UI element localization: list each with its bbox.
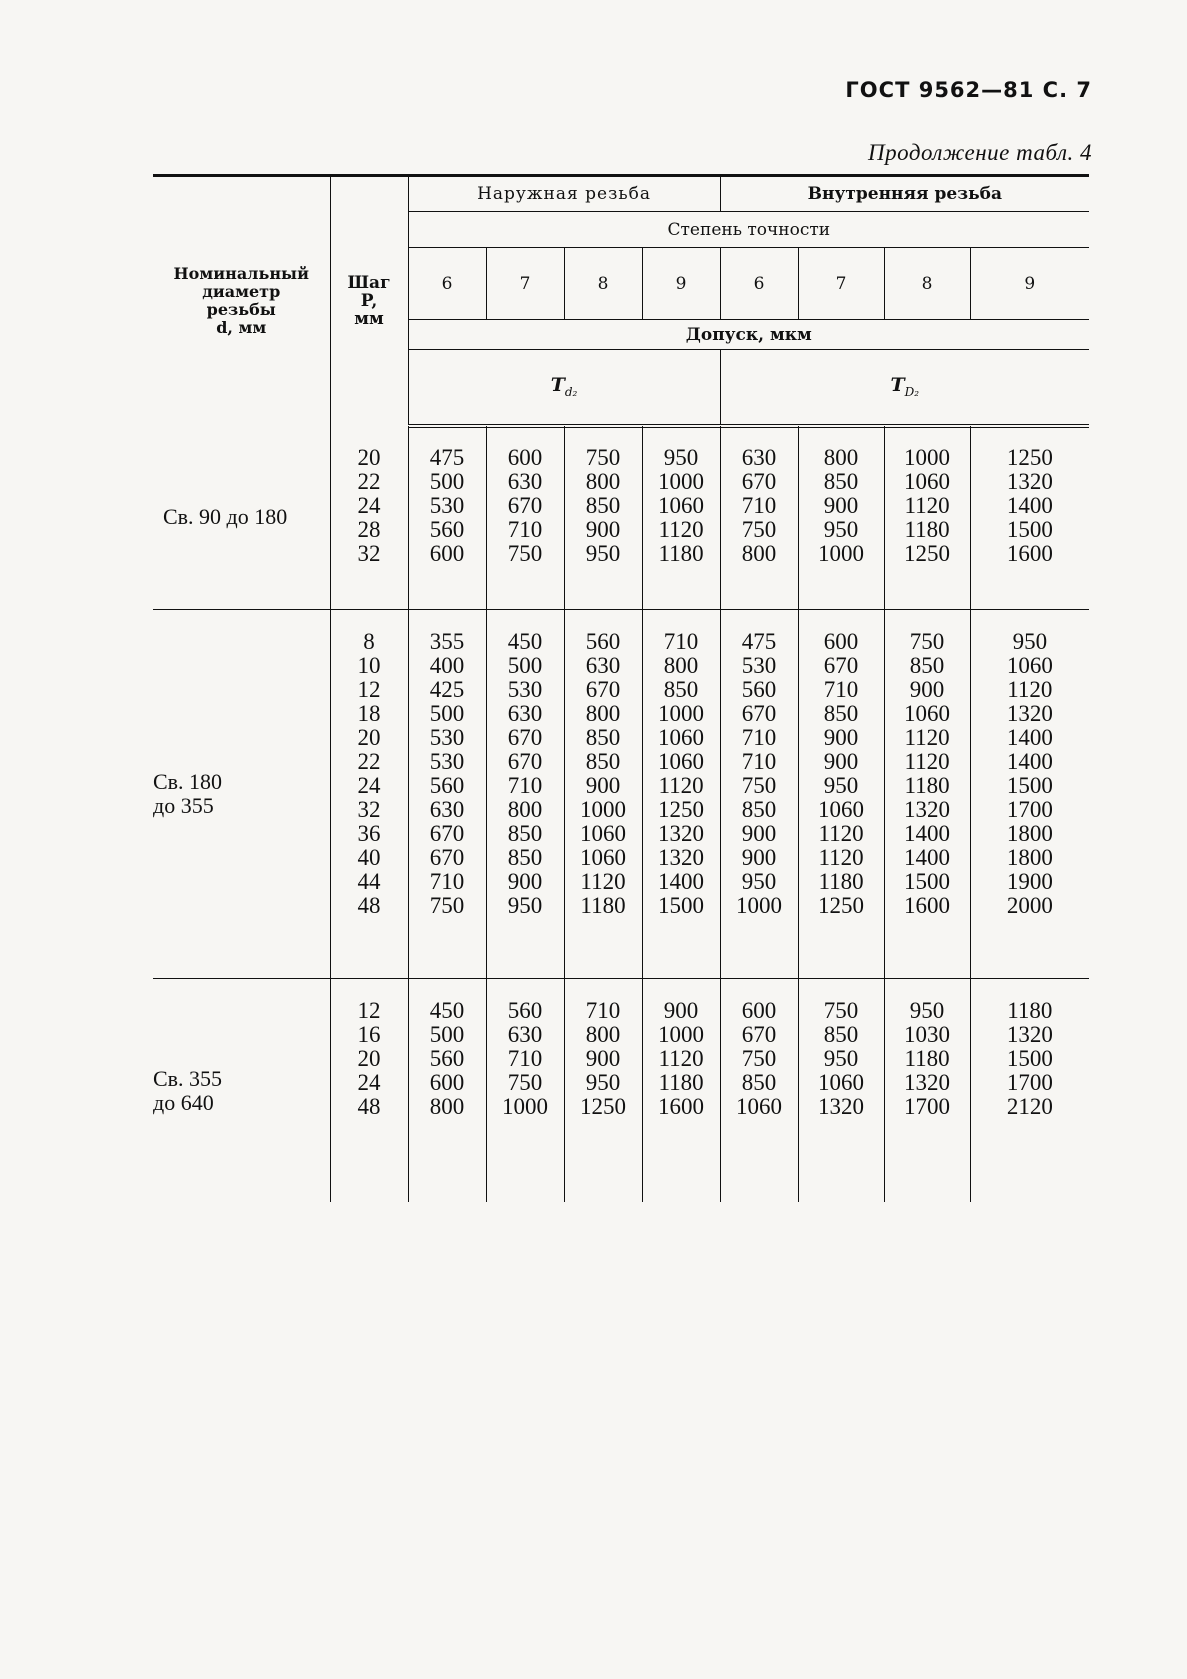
grade-ext-6: 6: [408, 248, 486, 320]
header-pitch: Шаг P, мм: [330, 176, 408, 426]
pitches-3: 12 16 20 24 48: [330, 979, 408, 1202]
cell-column: 710 800 850 1000 1060 1060 1120 1250 1320 1320 1400 1500: [642, 610, 720, 979]
cell-column: 600 630 670 710 750: [486, 426, 564, 610]
cell-column: 1180 1320 1500 1700 2120: [970, 979, 1089, 1202]
cell-column: 450 500 560 600 800: [408, 979, 486, 1202]
cell-column: 750 850 900 1060 1120 1120 1180 1320 1400 1400 1500 1600: [884, 610, 970, 979]
grade-int-6: 6: [720, 248, 798, 320]
diameter-range-2: Св. 180 до 355: [153, 610, 330, 979]
header-external-thread: Наружная резьба: [408, 176, 720, 212]
cell-column: 710 800 900 950 1250: [564, 979, 642, 1202]
cell-column: 1250 1320 1400 1500 1600: [970, 426, 1089, 610]
cell-column: 900 1000 1120 1180 1600: [642, 979, 720, 1202]
cell-column: 450 500 530 630 670 670 710 800 850 850 900 950: [486, 610, 564, 979]
cell-column: 800 850 900 950 1000: [798, 426, 884, 610]
page-header: ГОСТ 9562—81 С. 7: [845, 78, 1092, 102]
grade-ext-7: 7: [486, 248, 564, 320]
header-tolerance: Допуск, мкм: [408, 320, 1089, 350]
cell-column: 355 400 425 500 530 530 560 630 670 670 710 750: [408, 610, 486, 979]
grade-int-8: 8: [884, 248, 970, 320]
cell-column: 750 800 850 900 950: [564, 426, 642, 610]
grade-ext-9: 9: [642, 248, 720, 320]
symbol-td2: $T_{d_2}$: [408, 350, 720, 426]
grade-ext-8: 8: [564, 248, 642, 320]
cell-column: 600 670 750 850 1060: [720, 979, 798, 1202]
grade-int-7: 7: [798, 248, 884, 320]
cell-column: 1000 1060 1120 1180 1250: [884, 426, 970, 610]
tolerance-table: [153, 174, 1089, 1202]
header-accuracy-degree: Степень точности: [408, 212, 1089, 248]
cell-column: 950 1060 1120 1320 1400 1400 1500 1700 1800 1800 1900 2000: [970, 610, 1089, 979]
table-continuation-caption: Продолжение табл. 4: [868, 140, 1092, 165]
table-row: [153, 979, 1089, 1202]
cell-column: 475 500 530 560 600: [408, 426, 486, 610]
cell-column: 560 630 670 800 850 850 900 1000 1060 1060 1120 1180: [564, 610, 642, 979]
grade-int-9: 9: [970, 248, 1089, 320]
cell-column: 630 670 710 750 800: [720, 426, 798, 610]
pitches-2: 8 10 12 18 20 22 24 32 36 40 44 48: [330, 610, 408, 979]
table-row: [153, 610, 1089, 979]
pitches-1: 20 22 24 28 32: [330, 426, 408, 610]
cell-column: 950 1000 1060 1120 1180: [642, 426, 720, 610]
header-internal-thread: Внутренняя резьба: [720, 176, 1089, 212]
cell-column: 600 670 710 850 900 900 950 1060 1120 1120 1180 1250: [798, 610, 884, 979]
table-row: [153, 426, 1089, 610]
header-nominal-diameter: Номинальный диаметр резьбы d, мм: [153, 176, 330, 426]
diameter-range-1: Св. 90 до 180: [153, 426, 330, 610]
cell-column: 560 630 710 750 1000: [486, 979, 564, 1202]
cell-column: 475 530 560 670 710 710 750 850 900 900 950 1000: [720, 610, 798, 979]
cell-column: 750 850 950 1060 1320: [798, 979, 884, 1202]
cell-column: 950 1030 1180 1320 1700: [884, 979, 970, 1202]
diameter-range-3: Св. 355 до 640: [153, 1065, 223, 1115]
symbol-TD2: $T_{D_2}$: [720, 350, 1089, 426]
